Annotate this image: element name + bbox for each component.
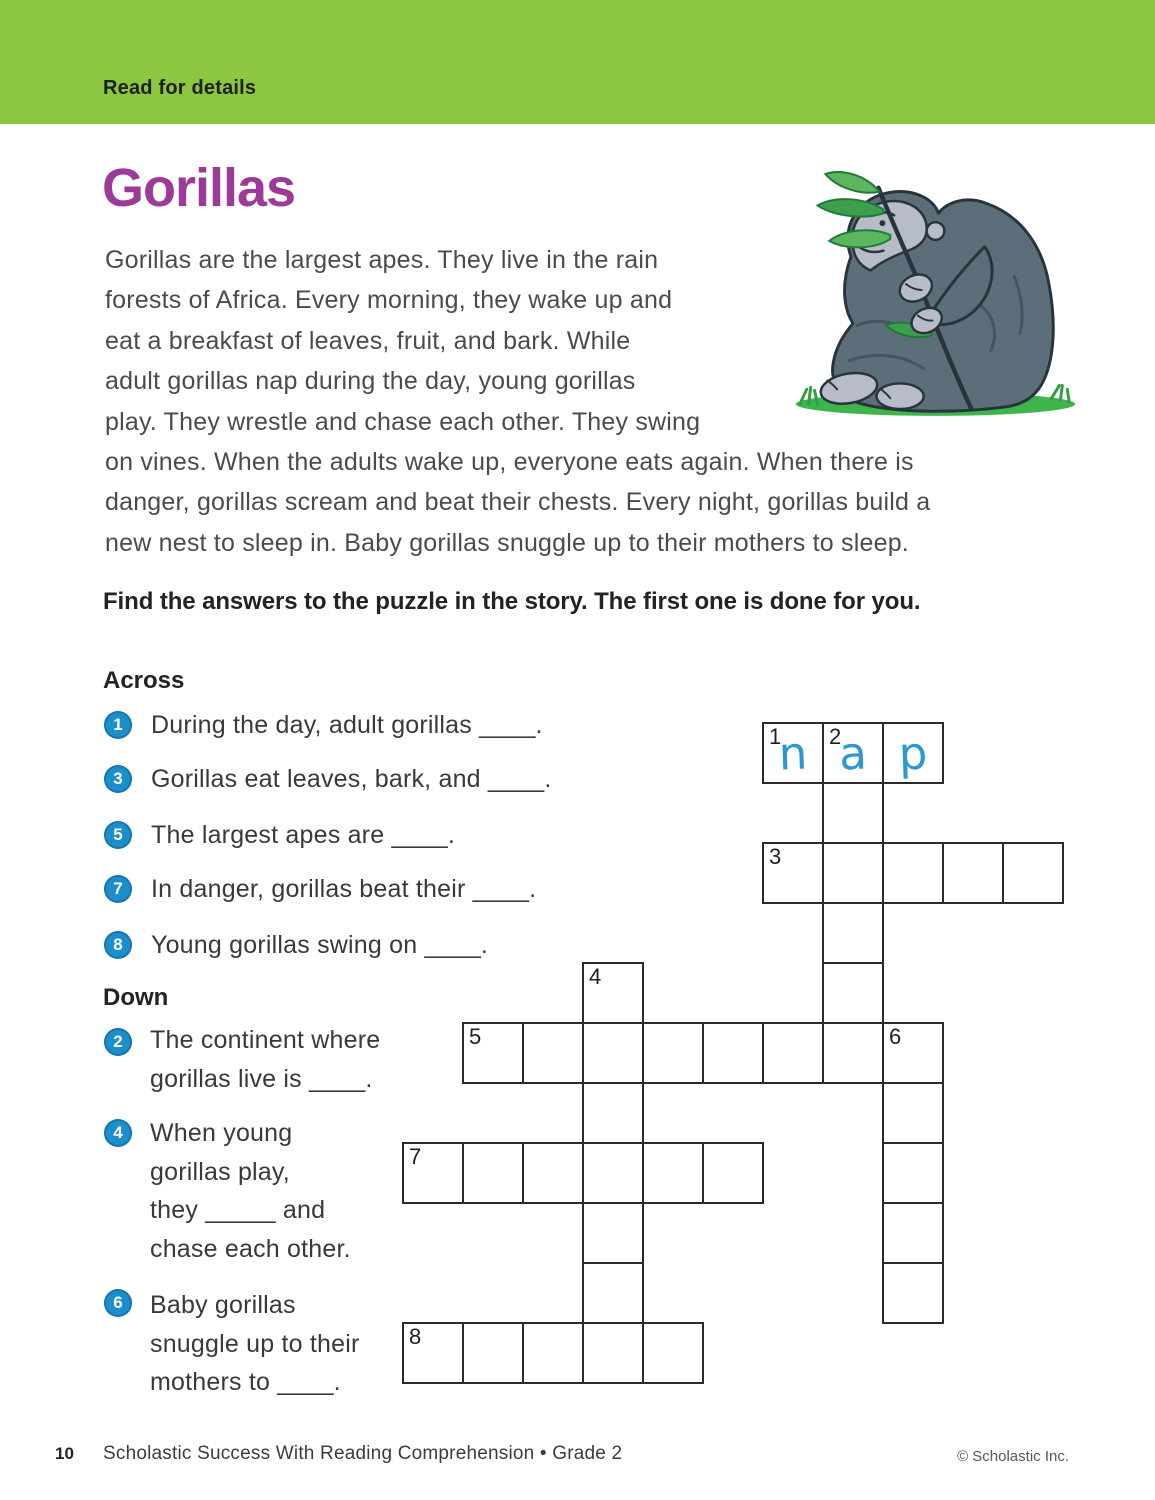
page-title: Gorillas <box>102 158 296 218</box>
cell-number: 8 <box>409 1324 422 1349</box>
down-clue-4 <box>150 1114 351 1268</box>
crossword-cell[interactable] <box>942 842 1004 904</box>
clue-line: snuggle up to their <box>150 1329 360 1358</box>
clue-number-badge: 2 <box>104 1028 132 1056</box>
cell-number: 1 <box>769 724 782 749</box>
crossword-cell[interactable] <box>822 782 884 844</box>
crossword-cell[interactable] <box>762 842 824 904</box>
crossword-cell[interactable] <box>882 1262 944 1324</box>
clue-number-badge: 4 <box>104 1119 132 1147</box>
clue-text: During the day, adult gorillas ____. <box>151 710 543 739</box>
gorilla-illustration <box>788 156 1083 428</box>
clue-number-badge: 7 <box>104 875 132 903</box>
crossword-cell[interactable] <box>822 1022 884 1084</box>
crossword-cell[interactable] <box>402 1322 464 1384</box>
footer-copyright: © Scholastic Inc. <box>957 1448 1069 1465</box>
crossword-cell[interactable] <box>822 962 884 1024</box>
crossword-cell[interactable] <box>882 722 944 784</box>
crossword-cell[interactable] <box>882 1142 944 1204</box>
down-clue-2 <box>150 1021 380 1098</box>
cell-number: 2 <box>829 724 842 749</box>
crossword-cell[interactable] <box>582 1022 644 1084</box>
instruction-text: Find the answers to the puzzle in the story. The first one is done for you. <box>103 588 921 615</box>
crossword-cell[interactable] <box>462 1142 524 1204</box>
crossword-cell[interactable] <box>822 842 884 904</box>
clue-number-badge: 8 <box>104 931 132 959</box>
down-heading: Down <box>103 984 169 1011</box>
story-line: on vines. When the adults wake up, everyone eats again. When there is <box>105 448 914 477</box>
clue-text: Gorillas eat leaves, bark, and ____. <box>151 764 552 793</box>
across-heading: Across <box>103 667 185 694</box>
crossword-cell[interactable] <box>882 1202 944 1264</box>
crossword-cell[interactable] <box>762 1022 824 1084</box>
crossword-grid <box>402 722 1066 1386</box>
crossword-cell[interactable] <box>702 1142 764 1204</box>
crossword-cell[interactable] <box>582 1142 644 1204</box>
crossword-cell[interactable] <box>1002 842 1064 904</box>
clue-line: chase each other. <box>150 1234 351 1263</box>
crossword-cell[interactable] <box>582 1262 644 1324</box>
crossword-cell[interactable] <box>702 1022 764 1084</box>
clue-line: The continent where <box>150 1026 381 1054</box>
page-number: 10 <box>55 1444 74 1463</box>
cell-number: 5 <box>469 1024 482 1049</box>
crossword-cell[interactable] <box>582 1322 644 1384</box>
crossword-cell[interactable] <box>762 722 824 784</box>
footer-series-title: Scholastic Success With Reading Comprehension • Grade 2 <box>103 1443 623 1464</box>
down-clue-6 <box>150 1286 360 1402</box>
crossword-cell[interactable] <box>582 962 644 1024</box>
header-band <box>0 0 1155 124</box>
clue-text: The largest apes are ____. <box>151 820 456 849</box>
story-line: danger, gorillas scream and beat their chests. Every night, gorillas build a <box>105 488 931 517</box>
clue-line: gorillas play, <box>150 1157 290 1186</box>
clue-number-badge: 1 <box>104 711 132 739</box>
crossword-cell[interactable] <box>522 1022 584 1084</box>
story-line: Gorillas are the largest apes. They live in the rain <box>105 246 659 274</box>
crossword-cell[interactable] <box>822 902 884 964</box>
clue-number-badge: 5 <box>104 821 132 849</box>
crossword-cell[interactable] <box>402 1142 464 1204</box>
crossword-cell[interactable] <box>462 1022 524 1084</box>
gorilla-eye <box>879 220 885 226</box>
crossword-cell[interactable] <box>642 1322 704 1384</box>
cell-number: 3 <box>769 844 782 869</box>
crossword-cell[interactable] <box>882 842 944 904</box>
crossword-cell[interactable] <box>882 1022 944 1084</box>
clue-number-badge: 6 <box>104 1289 132 1317</box>
story-line: forests of Africa. Every morning, they wake up and <box>105 286 673 315</box>
clue-line: gorillas live is ____. <box>150 1064 373 1093</box>
cell-number: 7 <box>409 1144 422 1169</box>
clue-text: In danger, gorillas beat their ____. <box>151 874 537 903</box>
clue-line: When young <box>150 1119 293 1147</box>
clue-text: Young gorillas swing on ____. <box>151 930 489 959</box>
cell-letter: a <box>838 726 868 780</box>
crossword-cell[interactable] <box>522 1142 584 1204</box>
story-line: new nest to sleep in. Baby gorillas snuggle up to their mothers to sleep. <box>105 528 909 557</box>
crossword-cell[interactable] <box>582 1082 644 1144</box>
crossword-cell[interactable] <box>822 722 884 784</box>
clue-line: they _____ and <box>150 1196 326 1224</box>
clue-line: Baby gorillas <box>150 1291 296 1319</box>
crossword-cell[interactable] <box>522 1322 584 1384</box>
clue-line: mothers to ____. <box>150 1368 341 1396</box>
gorilla-ear <box>927 222 945 240</box>
cell-number: 6 <box>889 1024 902 1049</box>
clue-number-badge: 3 <box>104 765 132 793</box>
cell-letter: n <box>777 726 809 780</box>
crossword-cell[interactable] <box>462 1322 524 1384</box>
story-line: eat a breakfast of leaves, fruit, and bark. While <box>105 326 631 355</box>
cell-letter: p <box>897 726 929 780</box>
crossword-cell[interactable] <box>882 1082 944 1144</box>
story-line: adult gorillas nap during the day, young gorillas <box>105 367 636 396</box>
crossword-cell[interactable] <box>642 1022 704 1084</box>
cell-number: 4 <box>589 964 602 989</box>
crossword-cell[interactable] <box>582 1202 644 1264</box>
story-line: play. They wrestle and chase each other. They swing <box>105 407 701 436</box>
crossword-cell[interactable] <box>642 1142 704 1204</box>
skill-label: Read for details <box>103 77 257 99</box>
